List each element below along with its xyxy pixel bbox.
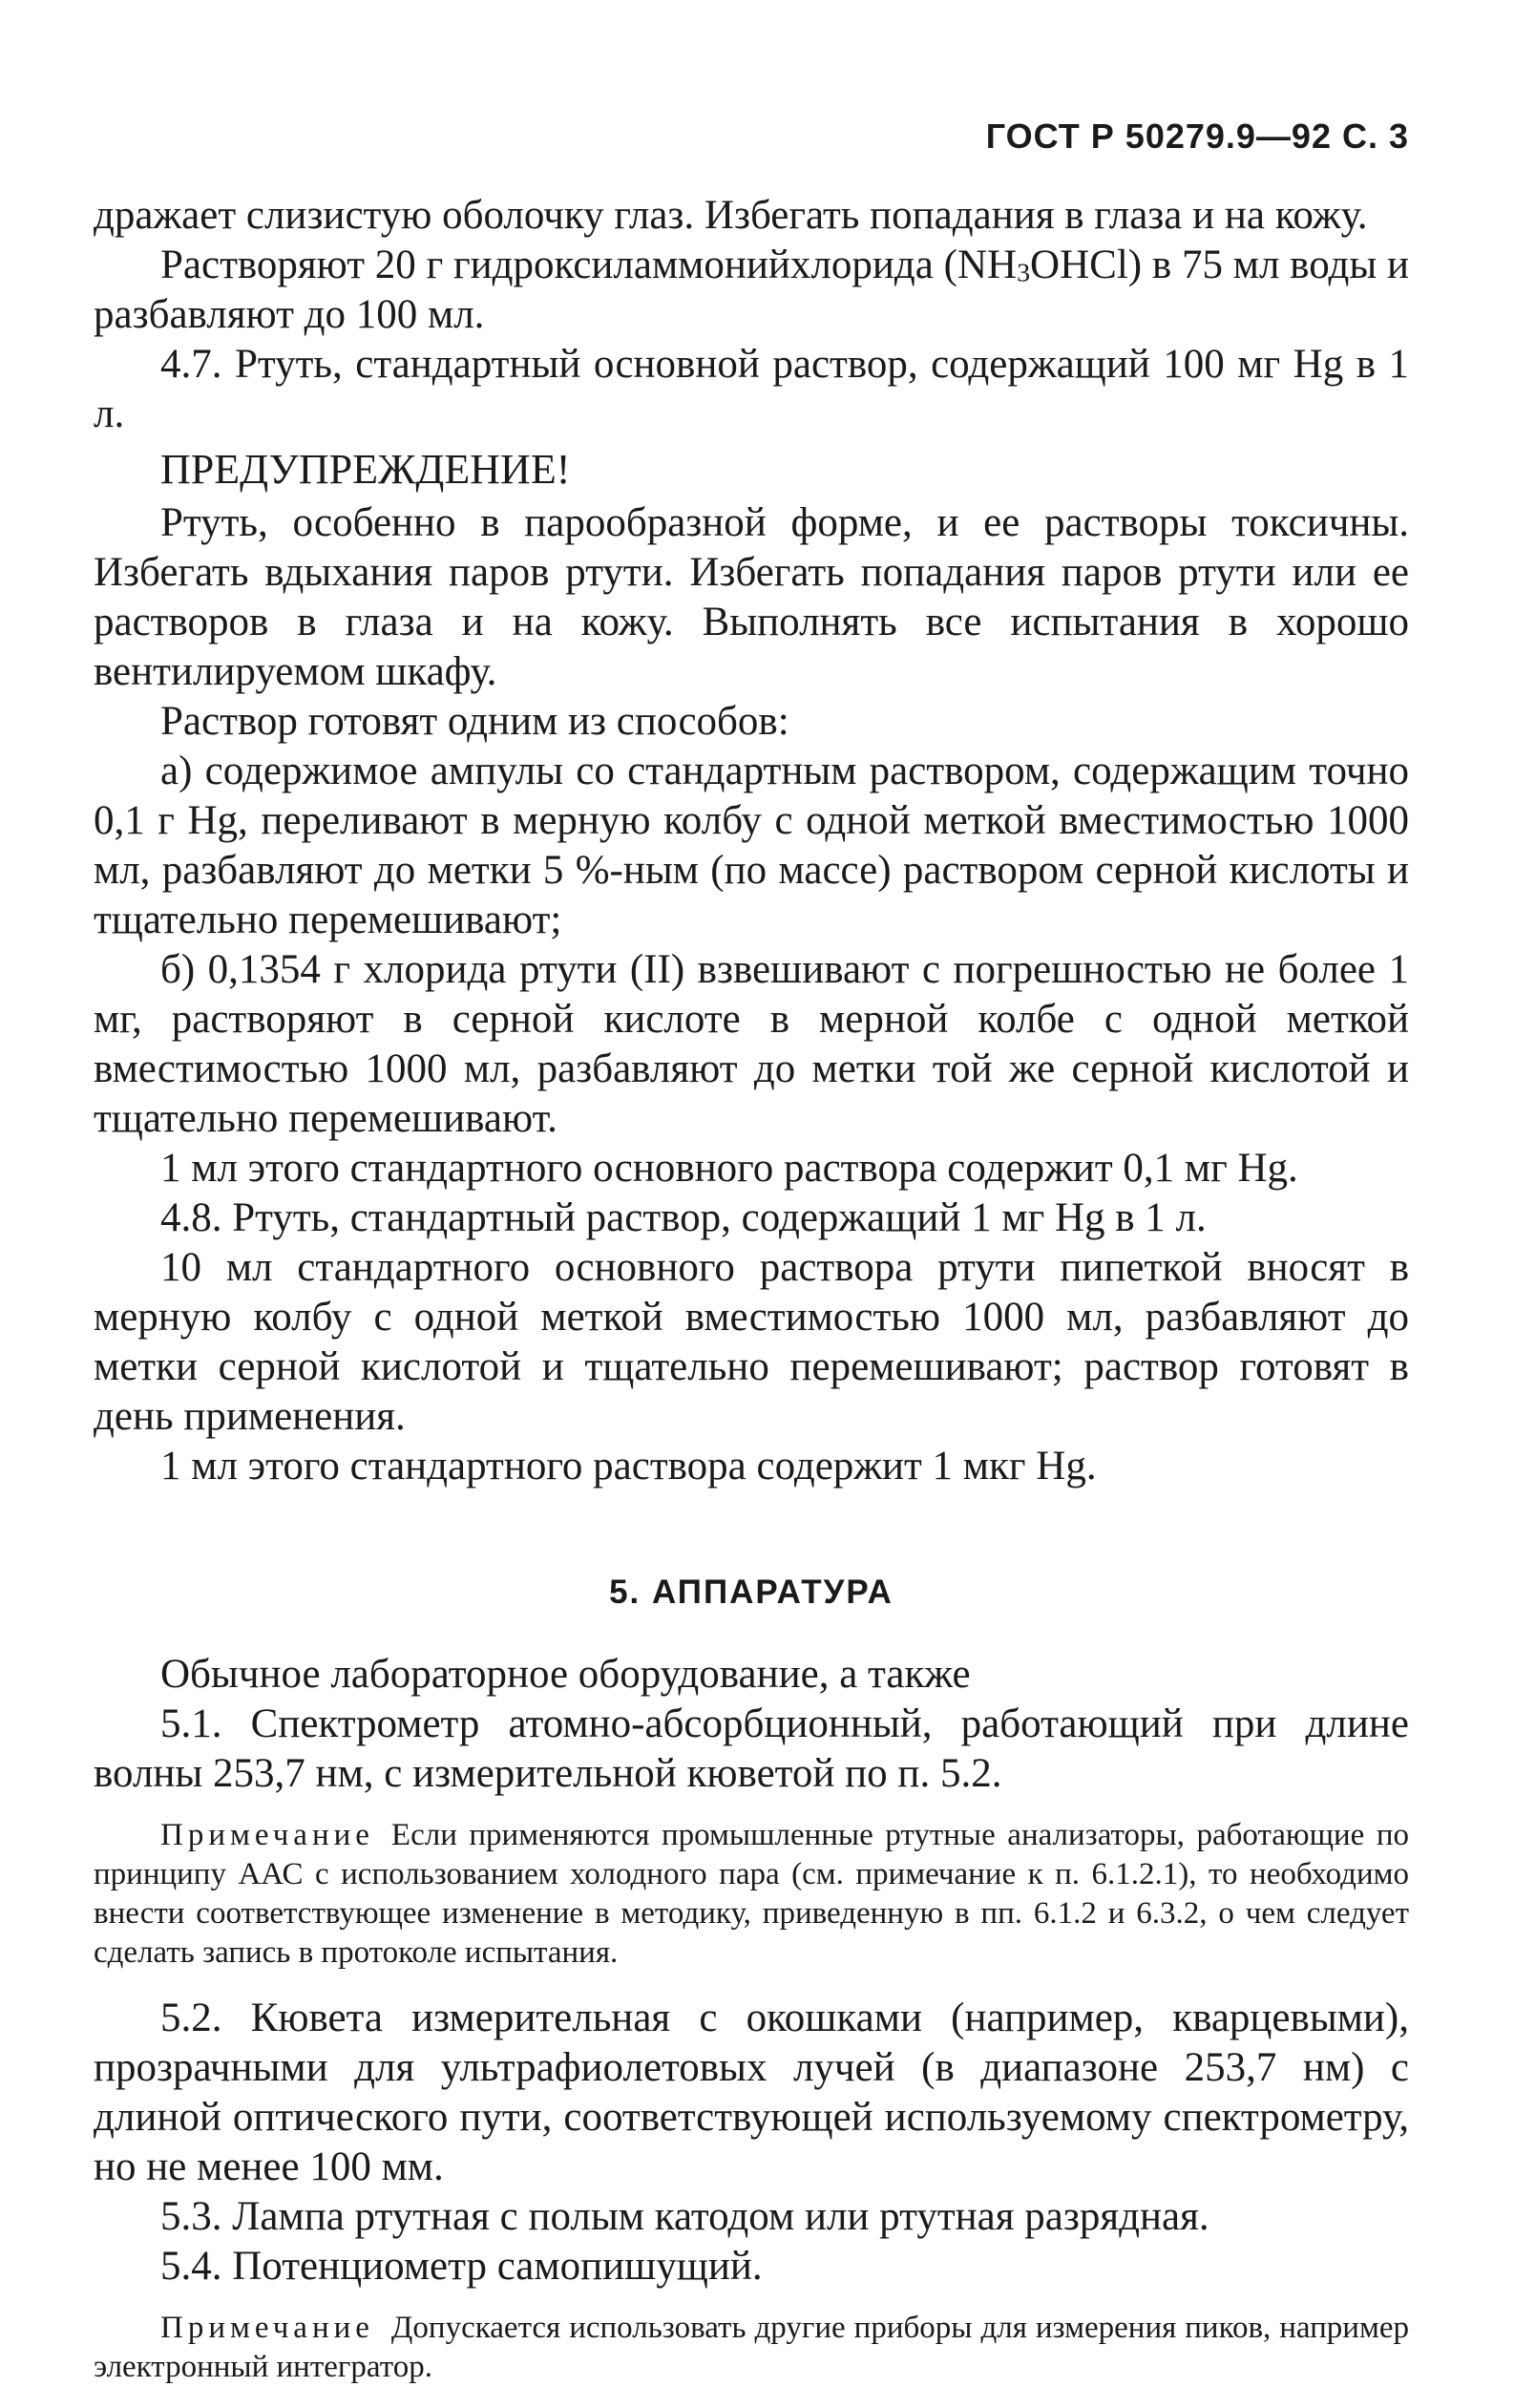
subscript: 3	[1017, 258, 1031, 288]
paragraph: 1 мл этого стандартного раствора содержит 1 мкг Hg.	[160, 1444, 1097, 1489]
warning-text: Ртуть, особенно в парообразной форме, и ее растворы токсичны. Избегать вдыхания паров ртути. Избегать попадания паров ртути или ее растворов в глаза и на кожу. Выполнять все испытания в хорошо вентилируемом шкафу.	[94, 500, 1409, 694]
section-title: 5. АППАРАТУРА	[609, 1574, 894, 1611]
text-fragment: OHCl) в 75 мл воды и разбавляют до 100 мл.	[94, 243, 1410, 337]
item-5-1: 5.1. Спектрометр атомно-абсорбционный, работающий при длине волны 253,7 нм, с измерительной кюветой по п. 5.2.	[94, 1701, 1409, 1796]
paragraph-4-8: 4.8. Ртуть, стандартный раствор, содержащий 1 мг Hg в 1 л.	[160, 1195, 1207, 1240]
note	[94, 2309, 1409, 2387]
paragraph: Обычное лабораторное оборудование, а также	[160, 1652, 971, 1697]
note-label: Примечание	[160, 2311, 374, 2345]
note-text: Если применяются промышленные ртутные анализаторы, работающие по принципу ААС с использованием холодного пара (см. примечание к п. 6.1.2.1), то необходимо внести соответствующее изменение в методику, приведенную в пп. 6.1.2 и 6.3.2, о чем следует сделать запись в протоколе испытания.	[94, 1818, 1409, 1970]
paragraph-reagent	[94, 241, 1409, 340]
paragraph: дражает слизистую оболочку глаз. Избегать попадания в глаза и на кожу.	[94, 193, 1368, 238]
item-5-3: 5.3. Лампа ртутная с полым катодом или ртутная разрядная.	[160, 2194, 1209, 2239]
paragraph: 1 мл этого стандартного основного раствора содержит 0,1 мг Hg.	[160, 1146, 1298, 1191]
page-header: ГОСТ Р 50279.9—92 С. 3	[985, 116, 1409, 156]
list-item-a: а) содержимое ампулы со стандартным раствором, содержащим точно 0,1 г Hg, переливают в мерную колбу с одной меткой вместимостью 1000 мл, разбавляют до метки 5 %-ным (по массе) раствором серной кислоты и тщательно перемешивают;	[94, 749, 1409, 942]
note	[94, 1816, 1409, 1973]
document-body	[94, 191, 1409, 2408]
paragraph: Раствор готовят одним из способов:	[160, 699, 789, 744]
paragraph: 10 мл стандартного основного раствора ртути пипеткой вносят в мерную колбу с одной меткой вместимостью 1000 мл, разбавляют до метки серной кислотой и тщательно перемешивают; раствор готовят в день применения.	[94, 1245, 1409, 1439]
text-fragment: Растворяют 20 г гидроксиламмонийхлорида (NH	[160, 243, 1018, 287]
paragraph-4-7: 4.7. Ртуть, стандартный основной раствор, содержащий 100 мг Hg в 1 л.	[94, 342, 1409, 436]
list-item-b: б) 0,1354 г хлорида ртути (II) взвешивают с погрешностью не более 1 мг, растворяют в серной кислоте в мерной колбе с одной меткой вместимостью 1000 мл, разбавляют до метки той же серной кислотой и тщательно перемешивают.	[94, 947, 1409, 1141]
item-5-4: 5.4. Потенциометр самопишущий.	[160, 2244, 763, 2289]
note-label: Примечание	[160, 1818, 374, 1852]
item-5-2: 5.2. Кювета измерительная с окошками (например, кварцевыми), прозрачными для ультрафиолетовых лучей (в диапазоне 253,7 нм) с длиной оптического пути, соответствующей используемому спектрометру, но не менее 100 мм.	[94, 1996, 1409, 2189]
note-text: Допускается использовать другие приборы для измерения пиков, например электронный интегратор.	[94, 2311, 1409, 2384]
warning-heading: ПРЕДУПРЕЖДЕНИЕ!	[160, 446, 571, 493]
